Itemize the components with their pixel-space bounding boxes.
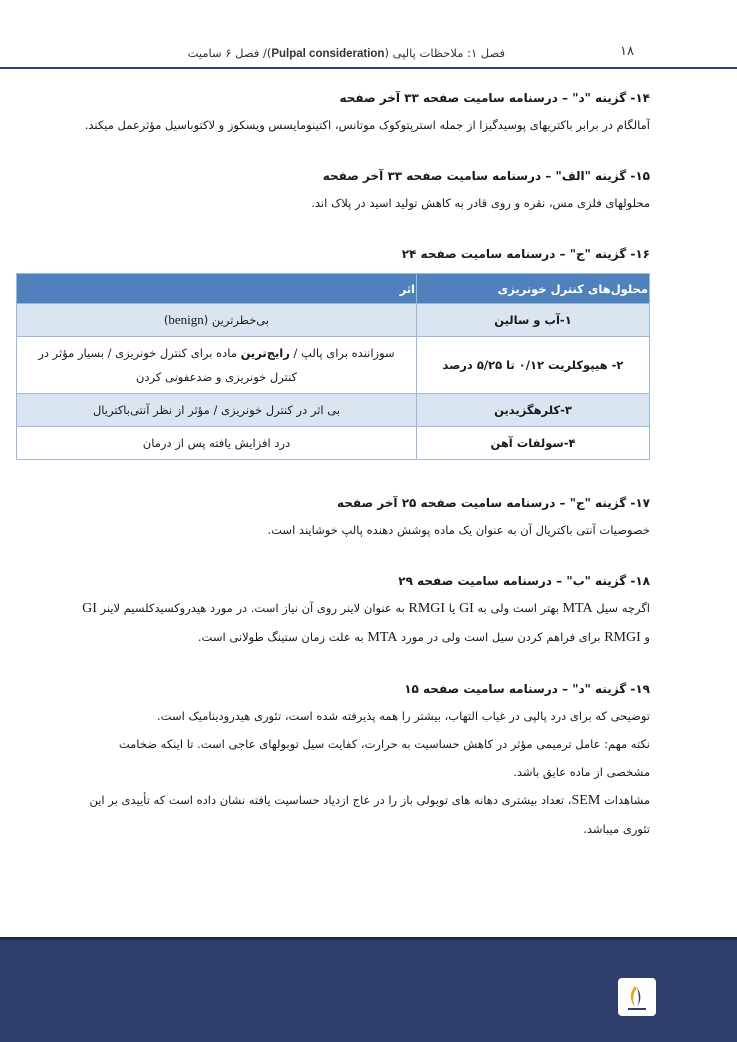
- question-19-body-3: مشاهدات SEM، تعداد بیشتری دهانه های توبولی باز را در عاج ازدیاد حساسیت یافته نشان داده است که تأییدی بر این تئوری میباشد.: [89, 793, 650, 836]
- publisher-logo-icon: [618, 978, 656, 1016]
- page-header: [0, 40, 737, 68]
- page-content: [38, 85, 650, 843]
- question-17-body: خصوصیات آنتی باکتریال آن به عنوان یک ماده پوشش دهنده پالپ خوشایند است.: [267, 523, 650, 537]
- question-15-title: ۱۵- گزینه "الف" – درسنامه سامیت صفحه ۳۳ آخر صفحه: [322, 169, 650, 183]
- table-header-solution: محلول‌های کنترل خونریزی: [417, 274, 650, 304]
- header-divider: [0, 67, 737, 69]
- question-18-title: ۱۸- گزینه "ب" – درسنامه سامیت صفحه ۲۹: [398, 574, 650, 588]
- table-row: ۴-سولفات آهن درد افزایش یافته پس از درمان: [17, 427, 650, 460]
- table-header-effect: اثر: [17, 274, 417, 304]
- hemostasis-table: [16, 273, 650, 460]
- logo-mark-icon: [618, 978, 656, 1016]
- question-19-body-2: نکته مهم: عامل ترمیمی مؤثر در کاهش حساسیت به حرارت، کفایت سیل توبولهای عاجی است. تا اینکه ضخامت مشخصی از ماده عایق باشد.: [118, 737, 650, 779]
- question-15-body: محلولهای فلزی مس، نقره و روی قادر به کاهش تولید اسید در پلاک اند.: [311, 196, 650, 210]
- table-row: ۲- هیپوکلریت ۰/۱۲ تا ۵/۲۵ درصد سوزاننده برای پالپ / رایج‌ترین ماده برای کنترل خونریزی / بسیار مؤثر در کنترل خونریزی و ضدعفونی کردن: [17, 337, 650, 394]
- page-number: ۱۸: [620, 44, 634, 59]
- question-17-title: ۱۷- گزینه "ج" – درسنامه سامیت صفحه ۲۵ آخر صفحه: [336, 496, 650, 510]
- question-14-title: ۱۴- گزینه "د" – درسنامه سامیت صفحه ۳۳ آخر صفحه: [339, 91, 650, 105]
- running-title: فصل ۱: ملاحظات پالپی (Pulpal consideration)/ فصل ۶ سامیت: [187, 46, 505, 60]
- question-14-body: آمالگام در برابر باکتریهای پوسیدگیزا از جمله استرپتوکوک موتانس، اکتینومایسس ویسکوز و لاکتوباسیل مؤثرعمل میکند.: [84, 118, 650, 132]
- table-row: ۳-کلرهگزیدین بی اثر در کنترل خونریزی / مؤثر از نظر آنتی‌باکتریال: [17, 394, 650, 427]
- question-19-body-1: توضیحی که برای درد پالپی در غیاب التهاب، بیشتر را همه پذیرفته شده است، تئوری هیدرودینامیک است.: [157, 709, 650, 723]
- table-row: ۱-آب و سالین بی‌خطرترین (benign): [17, 304, 650, 337]
- question-16-title: ۱۶- گزینه "ج" – درسنامه سامیت صفحه ۲۴: [401, 247, 650, 261]
- footer-divider: [0, 937, 737, 940]
- question-18-body: اگرچه سیل MTA بهتر است ولی به GI یا RMGI به عنوان لاینر روی آن نیاز است. در مورد هیدروکسیدکلسیم لاینر GI و RMGI برای فراهم کردن سیل است ولی در مورد MTA به علت زمان ستینگ طولانی است.: [82, 601, 650, 645]
- question-19-title: ۱۹- گزینه "د" – درسنامه سامیت صفحه ۱۵: [404, 682, 650, 696]
